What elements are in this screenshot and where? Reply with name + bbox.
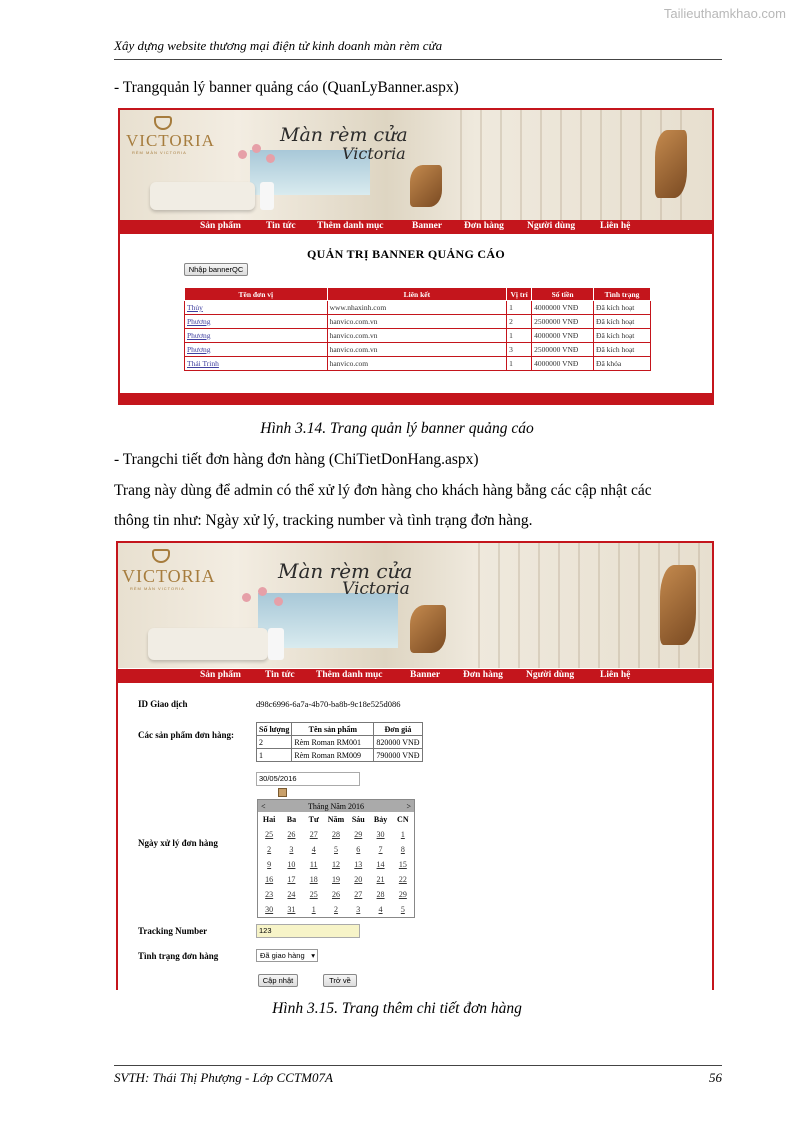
main-nav xyxy=(118,669,712,683)
unit-name-link[interactable]: Thái Trinh xyxy=(185,357,328,371)
calendar-day[interactable]: 20 xyxy=(354,875,363,884)
calendar-day[interactable]: 11 xyxy=(309,860,318,869)
add-banner-button[interactable]: Nhập bannerQC xyxy=(184,263,248,276)
calendar-day[interactable]: 13 xyxy=(354,860,363,869)
calendar-day[interactable]: 4 xyxy=(378,905,383,914)
table-cell: Đã khóa xyxy=(594,357,651,371)
calendar-week xyxy=(258,842,414,857)
col-unit-name: Tên đơn vị xyxy=(185,288,328,301)
main-nav xyxy=(120,220,712,234)
site-logo-tagline: RÈM MÀN VICTORIA xyxy=(132,150,187,155)
table-cell: Đã kích hoạt xyxy=(594,343,651,357)
table-cell: 3 xyxy=(507,343,532,357)
calendar-day[interactable]: 7 xyxy=(378,845,383,854)
col-link: Liên kết xyxy=(327,288,507,301)
calendar-day[interactable]: 19 xyxy=(331,875,340,884)
table-cell: 4000000 VNĐ xyxy=(532,301,594,315)
weekday: Bảy xyxy=(373,815,388,824)
calendar-day[interactable]: 31 xyxy=(287,905,296,914)
table-cell: 4000000 VNĐ xyxy=(532,329,594,343)
table-cell: Đã kích hoạt xyxy=(594,315,651,329)
calendar-week xyxy=(258,827,414,842)
col-quantity: Số lượng xyxy=(257,723,292,736)
nav-news[interactable]: Tin tức xyxy=(266,221,296,231)
table-cell: 1 xyxy=(507,301,532,315)
calendar-day[interactable]: 25 xyxy=(265,830,274,839)
calendar-day[interactable]: 21 xyxy=(376,875,385,884)
unit-name-link[interactable]: Phương xyxy=(185,329,328,343)
site-banner xyxy=(118,543,712,668)
unit-name-link[interactable]: Phương xyxy=(185,343,328,357)
nav-add-category[interactable]: Thêm danh mục xyxy=(316,670,383,680)
table-cell: hanvico.com.vn xyxy=(327,343,507,357)
table-cell: hanvico.com xyxy=(327,357,507,371)
calendar-month-label: Tháng Năm 2016 xyxy=(308,801,364,811)
calendar-day[interactable]: 3 xyxy=(289,845,294,854)
weekday: CN xyxy=(397,815,409,824)
calendar-day[interactable]: 26 xyxy=(287,830,296,839)
nav-contact[interactable]: Liên hệ xyxy=(600,221,631,231)
calendar-day[interactable]: 1 xyxy=(311,905,316,914)
table-cell: Đã kích hoạt xyxy=(594,329,651,343)
order-status-value: Đã giao hàng xyxy=(260,951,305,960)
calendar-day[interactable]: 15 xyxy=(398,860,407,869)
calendar-day[interactable]: 27 xyxy=(309,830,318,839)
calendar-day[interactable]: 9 xyxy=(267,860,272,869)
site-logo: VICTORIA xyxy=(122,566,216,586)
calendar-day[interactable]: 26 xyxy=(331,890,340,899)
calendar-prev-month[interactable]: < xyxy=(261,801,266,811)
site-banner xyxy=(120,110,712,220)
banner-script-line1: Màn rèm cửa xyxy=(278,559,413,583)
calendar-day[interactable]: 29 xyxy=(398,890,407,899)
transaction-id-label: ID Giao dịch xyxy=(138,699,188,709)
nav-products[interactable]: Sản phẩm xyxy=(200,221,241,231)
table-cell: 2500000 VNĐ xyxy=(532,315,594,329)
footer-author: SVTH: Thái Thị Phượng - Lớp CCTM07A xyxy=(114,1070,333,1085)
site-logo: VICTORIA xyxy=(126,131,215,150)
section2-paragraph-line1: Trang này dùng để admin có thể xử lý đơn hàng cho khách hàng bằng các cập nhật các xyxy=(114,482,652,499)
table-cell: 1 xyxy=(257,749,292,762)
calendar-day[interactable]: 3 xyxy=(356,905,361,914)
watermark: Tailieuthamkhao.com xyxy=(663,6,786,21)
table-cell: 2 xyxy=(257,736,292,749)
nav-orders[interactable]: Đơn hàng xyxy=(463,670,503,680)
section1-heading: - Trangquản lý banner quảng cáo (QuanLyBanner.aspx) xyxy=(114,79,459,96)
table-row xyxy=(257,749,423,762)
calendar-day[interactable]: 5 xyxy=(400,905,405,914)
table-cell: hanvico.com.vn xyxy=(327,329,507,343)
weekday: Năm xyxy=(327,815,345,824)
calendar-day[interactable]: 10 xyxy=(287,860,296,869)
table-cell: 2 xyxy=(507,315,532,329)
calendar-day[interactable]: 30 xyxy=(376,830,385,839)
table-cell: Đã kích hoạt xyxy=(594,301,651,315)
calendar-day[interactable]: 12 xyxy=(331,860,340,869)
table-row xyxy=(185,315,651,329)
table-cell: Rèm Roman RM009 xyxy=(292,749,374,762)
back-button[interactable]: Trở về xyxy=(323,974,357,987)
calendar-next-month[interactable]: > xyxy=(406,801,411,811)
table-row xyxy=(185,357,651,371)
tracking-number-label: Tracking Number xyxy=(138,926,208,936)
order-status-label: Tình trạng đơn hàng xyxy=(138,951,219,961)
calendar-day[interactable]: 25 xyxy=(309,890,318,899)
calendar-day[interactable]: 1 xyxy=(400,830,405,839)
table-cell: 820000 VNĐ xyxy=(374,736,422,749)
banner-script-line2: Victoria xyxy=(342,579,410,599)
calendar-header xyxy=(258,800,414,812)
calendar-day[interactable]: 6 xyxy=(356,845,361,854)
calendar-day[interactable]: 22 xyxy=(398,875,407,884)
banner-admin-screenshot xyxy=(118,108,714,405)
col-status: Tình trạng xyxy=(594,288,651,301)
order-items-label: Các sản phẩm đơn hàng: xyxy=(138,730,235,740)
nav-orders[interactable]: Đơn hàng xyxy=(464,221,504,231)
update-button[interactable]: Cập nhật xyxy=(258,974,298,987)
calendar-day[interactable]: 28 xyxy=(331,830,340,839)
weekday: Hai xyxy=(262,815,276,824)
nav-products[interactable]: Sản phẩm xyxy=(200,670,241,680)
calendar-day[interactable]: 5 xyxy=(333,845,338,854)
nav-banner[interactable]: Banner xyxy=(410,670,441,680)
dropdown-arrow-icon: ▾ xyxy=(311,951,315,960)
table-row xyxy=(257,736,423,749)
document-footer xyxy=(114,1065,722,1086)
site-footer-bar xyxy=(120,393,712,405)
calendar-day[interactable]: 30 xyxy=(265,905,274,914)
unit-name-link[interactable]: Thủy xyxy=(185,301,328,315)
table-row xyxy=(185,329,651,343)
calendar-day[interactable]: 27 xyxy=(354,890,363,899)
table-row xyxy=(185,301,651,315)
calendar-day[interactable]: 4 xyxy=(311,845,316,854)
calendar-day[interactable]: 2 xyxy=(333,905,338,914)
diamond-logo-icon xyxy=(152,549,170,563)
section2-paragraph-line2: thông tin như: Ngày xử lý, tracking number và tình trạng đơn hàng. xyxy=(114,512,533,529)
weekday: Tư xyxy=(308,815,319,824)
document-header: Xây dựng website thương mại điện tử kinh doanh màn rèm cửa xyxy=(114,38,722,60)
calendar-icon[interactable] xyxy=(278,788,287,797)
table-cell: 790000 VNĐ xyxy=(374,749,422,762)
order-items-table xyxy=(256,722,423,762)
order-status-select[interactable] xyxy=(256,949,318,962)
col-position: Vị trí xyxy=(507,288,532,301)
calendar-day[interactable]: 14 xyxy=(376,860,385,869)
calendar-day[interactable]: 18 xyxy=(309,875,318,884)
process-date-input[interactable]: 30/05/2016 xyxy=(256,772,360,786)
col-amount: Số tiền xyxy=(532,288,594,301)
table-cell: hanvico.com.vn xyxy=(327,315,507,329)
weekday: Ba xyxy=(286,815,297,824)
unit-name-link[interactable]: Phương xyxy=(185,315,328,329)
nav-contact[interactable]: Liên hệ xyxy=(600,670,631,680)
calendar-week xyxy=(258,872,414,887)
table-cell: www.nhaxinh.com xyxy=(327,301,507,315)
figure-caption-2: Hình 3.15. Trang thêm chi tiết đơn hàng xyxy=(272,1000,522,1017)
calendar-day[interactable]: 17 xyxy=(287,875,296,884)
page-title: QUẢN TRỊ BANNER QUẢNG CÁO xyxy=(307,247,505,261)
date-calendar xyxy=(257,799,415,918)
table-cell: Rèm Roman RM001 xyxy=(292,736,374,749)
calendar-day[interactable]: 28 xyxy=(376,890,385,899)
banner-script-line1: Màn rèm cửa xyxy=(280,124,408,146)
calendar-week xyxy=(258,887,414,902)
weekday: Sáu xyxy=(351,815,365,824)
table-cell: 1 xyxy=(507,357,532,371)
nav-add-category[interactable]: Thêm danh mục xyxy=(317,221,384,231)
nav-users[interactable]: Người dùng xyxy=(526,670,575,680)
figure-caption-1: Hình 3.14. Trang quản lý banner quảng cáo xyxy=(260,420,534,437)
table-cell: 4000000 VNĐ xyxy=(532,357,594,371)
tracking-number-input[interactable]: 123 xyxy=(256,924,360,938)
transaction-id-value: d98c6996-6a7a-4b70-ba8b-9c18e525d086 xyxy=(256,699,401,709)
table-row xyxy=(185,343,651,357)
banner-table xyxy=(184,287,651,371)
calendar-weekdays xyxy=(258,812,414,827)
calendar-week xyxy=(258,902,414,917)
calendar-week xyxy=(258,857,414,872)
col-unit-price: Đơn giá xyxy=(374,723,422,736)
process-date-label: Ngày xử lý đơn hàng xyxy=(138,838,218,848)
table-cell: 2500000 VNĐ xyxy=(532,343,594,357)
calendar-day[interactable]: 16 xyxy=(265,875,274,884)
nav-news[interactable]: Tin tức xyxy=(265,670,295,680)
calendar-day[interactable]: 23 xyxy=(265,890,274,899)
calendar-day[interactable]: 24 xyxy=(287,890,296,899)
section2-heading: - Trangchi tiết đơn hàng đơn hàng (ChiTietDonHang.aspx) xyxy=(114,451,479,468)
nav-users[interactable]: Người dùng xyxy=(527,221,576,231)
calendar-day[interactable]: 29 xyxy=(354,830,363,839)
col-product-name: Tên sản phẩm xyxy=(292,723,374,736)
table-cell: 1 xyxy=(507,329,532,343)
page-number: 56 xyxy=(709,1070,722,1085)
order-detail-screenshot xyxy=(116,541,714,990)
calendar-day[interactable]: 8 xyxy=(400,845,405,854)
diamond-logo-icon xyxy=(154,116,172,130)
nav-banner[interactable]: Banner xyxy=(412,221,443,231)
banner-script-line2: Victoria xyxy=(342,144,406,163)
site-logo-tagline: RÈM MÀN VICTORIA xyxy=(130,586,185,591)
calendar-day[interactable]: 2 xyxy=(267,845,272,854)
